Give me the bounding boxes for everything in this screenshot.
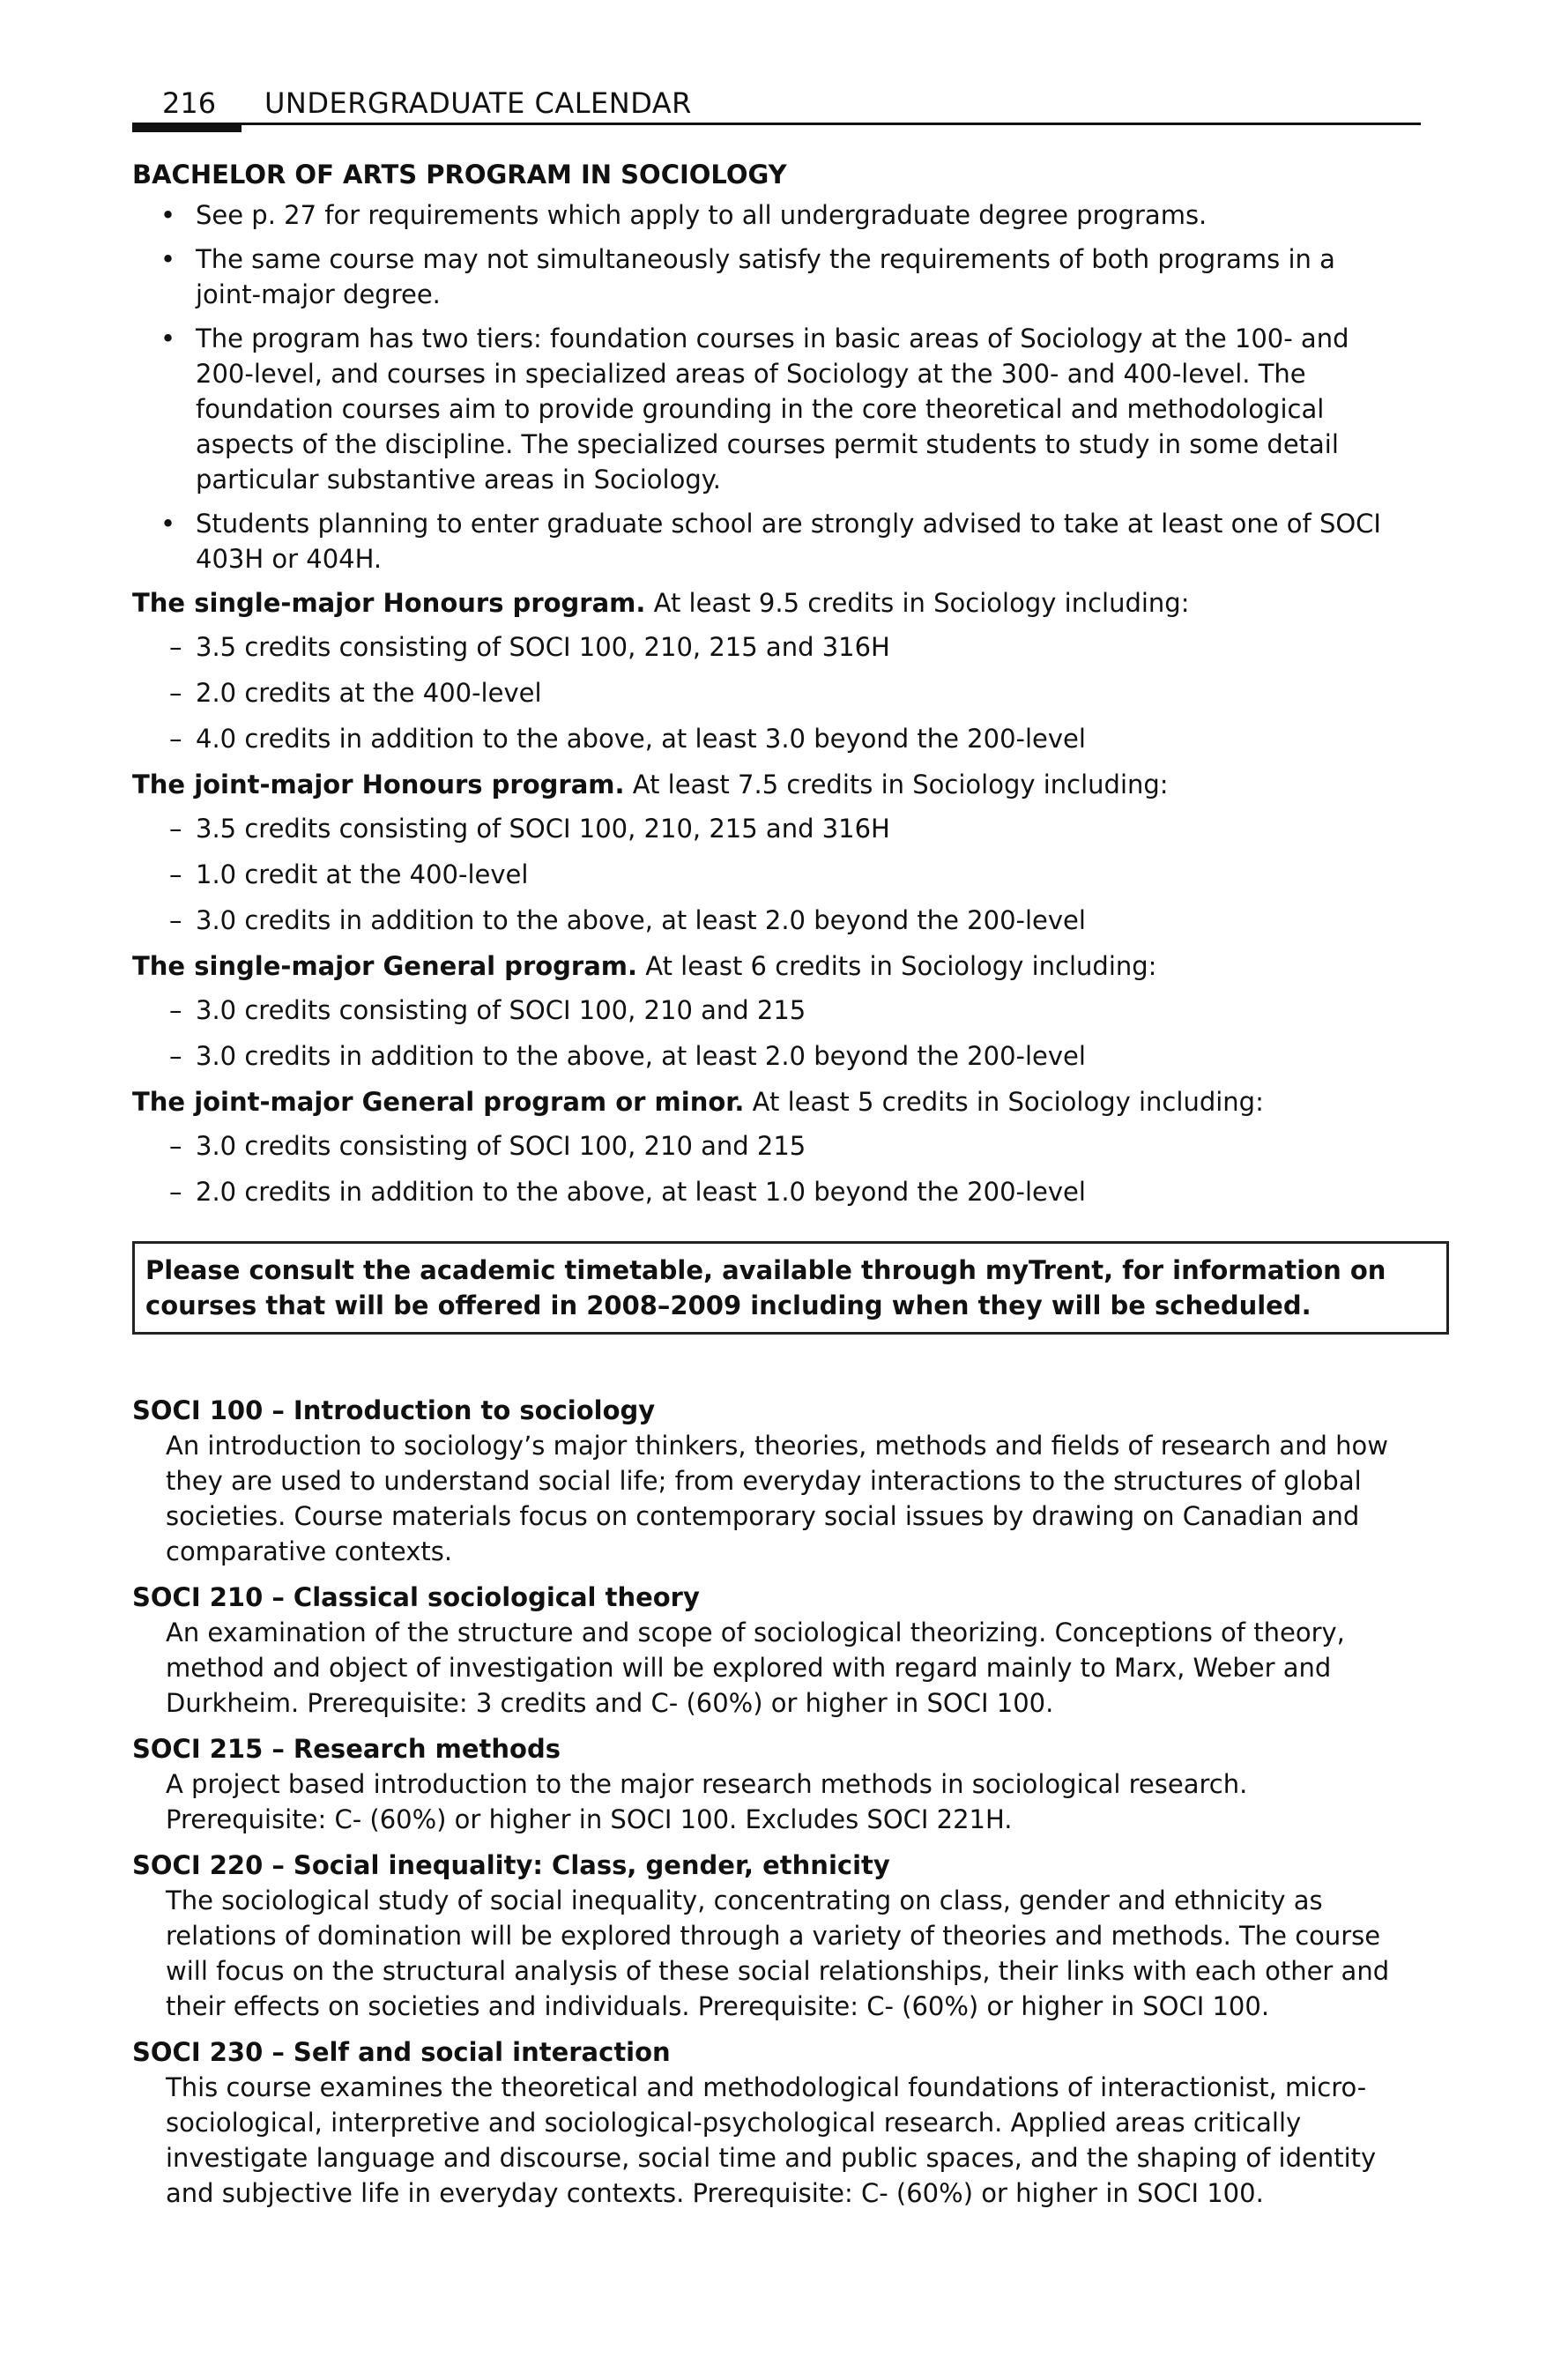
running-title: UNDERGRADUATE CALENDAR — [264, 86, 692, 120]
requirement-text: 2.0 credits in addition to the above, at least 1.0 beyond the 200-level — [196, 1177, 1086, 1207]
requirement-text: 3.5 credits consisting of SOCI 100, 210, 215 and 316H — [196, 632, 890, 662]
header-tab-marker — [132, 123, 241, 132]
requirement-item — [132, 903, 1407, 938]
bullet-marker: • — [160, 200, 176, 230]
program-intro: At least 7.5 credits in Sociology including: — [632, 770, 1169, 800]
dash-marker: – — [169, 678, 182, 708]
bullet-item — [132, 197, 1407, 233]
page-content — [132, 157, 1407, 2221]
requirement-item — [132, 1174, 1407, 1209]
program-intro: At least 6 credits in Sociology including: — [645, 951, 1157, 981]
program-name: The single-major General program. — [132, 951, 638, 981]
page-header — [132, 81, 1421, 125]
bullet-text: The program has two tiers: foundation courses in basic areas of Sociology at the 100- and 200-level, and courses in specialized areas of Sociology at the 300- and 400-level. The foundation courses aim to provide grounding in the core theoretical and methodological aspects of the discipline. The specialized courses permit students to study in some detail particular substantive areas in Sociology. — [196, 324, 1349, 495]
requirement-text: 3.0 credits consisting of SOCI 100, 210 and 215 — [196, 1131, 806, 1161]
program-joint-major-honours — [132, 767, 1407, 802]
program-name: The joint-major Honours program. — [132, 770, 625, 800]
bullet-item — [132, 506, 1407, 576]
requirement-text: 3.0 credits consisting of SOCI 100, 210 and 215 — [196, 995, 806, 1025]
course-title: SOCI 215 – Research methods — [132, 1734, 561, 1764]
bullet-marker: • — [160, 324, 176, 353]
bullet-marker: • — [160, 509, 176, 539]
course-entry-soci-220 — [132, 1848, 1407, 2024]
course-title: SOCI 100 – Introduction to sociology — [132, 1395, 656, 1425]
course-description: The sociological study of social inequality, concentrating on class, gender and ethnicity as relations of domination will be explored through a variety of theories and methods. The course will focus on the structural analysis of these social relationships, their links with each other and their effects on societies and individuals. Prerequisite: C- (60%) or higher in SOCI 100. — [166, 1885, 1390, 2021]
course-title: SOCI 220 – Social inequality: Class, gender, ethnicity — [132, 1850, 890, 1880]
page-number: 216 — [162, 86, 217, 120]
program-requirements-list — [132, 811, 1407, 938]
program-requirements-list — [132, 993, 1407, 1074]
requirements-bullet-list — [132, 197, 1407, 576]
dash-marker: – — [169, 1177, 182, 1207]
requirement-text: 4.0 credits in addition to the above, at least 3.0 beyond the 200-level — [196, 724, 1086, 754]
dash-marker: – — [169, 814, 182, 844]
dash-marker: – — [169, 632, 182, 662]
requirement-item — [132, 857, 1407, 892]
course-description: An introduction to sociology’s major thinkers, theories, methods and fields of research and how they are used to understand social life; from everyday interactions to the structures of global societies. Course materials focus on contemporary social issues by drawing on Canadian and comparative contexts. — [166, 1431, 1389, 1566]
program-name: The joint-major General program or minor. — [132, 1087, 745, 1117]
requirement-text: 1.0 credit at the 400-level — [196, 859, 529, 889]
course-entry-soci-215 — [132, 1731, 1407, 1837]
program-requirements-list — [132, 1128, 1407, 1209]
course-description: An examination of the structure and scope of sociological theorizing. Conceptions of theory, method and object of investigation will be explored with regard mainly to Marx, Weber and Durkheim. Prerequisite: 3 credits and C- (60%) or higher in SOCI 100. — [166, 1618, 1345, 1718]
course-title: SOCI 230 – Self and social interaction — [132, 2037, 671, 2067]
course-description: This course examines the theoretical and methodological foundations of interactionist, micro-sociological, interpretive and sociological-psychological research. Applied areas critically investigate language and discourse, social time and public spaces, and the shaping of identity and subjective life in everyday contexts. Prerequisite: C- (60%) or higher in SOCI 100. — [166, 2072, 1377, 2208]
bullet-marker: • — [160, 244, 176, 274]
requirement-item — [132, 993, 1407, 1028]
course-entry-soci-210 — [132, 1580, 1407, 1721]
requirement-item — [132, 1128, 1407, 1164]
course-entry-soci-100 — [132, 1393, 1407, 1569]
section-title: BACHELOR OF ARTS PROGRAM IN SOCIOLOGY — [132, 160, 787, 190]
bullet-text: The same course may not simultaneously satisfy the requirements of both programs in a joint-major degree. — [196, 244, 1335, 309]
requirement-text: 3.0 credits in addition to the above, at least 2.0 beyond the 200-level — [196, 905, 1086, 935]
dash-marker: – — [169, 995, 182, 1025]
program-name: The single-major Honours program. — [132, 588, 646, 618]
timetable-notice-box: Please consult the academic timetable, available through myTrent, for information on courses that will be offered in 2008–2009 including when they will be scheduled. — [132, 1241, 1449, 1335]
program-single-major-honours — [132, 585, 1407, 621]
dash-marker: – — [169, 724, 182, 754]
program-intro: At least 9.5 credits in Sociology including: — [653, 588, 1190, 618]
course-entry-soci-230 — [132, 2034, 1407, 2211]
bullet-text: See p. 27 for requirements which apply to all undergraduate degree programs. — [196, 200, 1207, 230]
dash-marker: – — [169, 1131, 182, 1161]
course-title: SOCI 210 – Classical sociological theory — [132, 1582, 700, 1612]
requirement-item — [132, 1038, 1407, 1074]
requirement-item — [132, 675, 1407, 710]
program-single-major-general — [132, 948, 1407, 984]
requirement-text: 3.0 credits in addition to the above, at least 2.0 beyond the 200-level — [196, 1041, 1086, 1071]
requirement-text: 3.5 credits consisting of SOCI 100, 210, 215 and 316H — [196, 814, 890, 844]
requirement-item — [132, 629, 1407, 665]
dash-marker: – — [169, 1041, 182, 1071]
program-requirements-list — [132, 629, 1407, 756]
course-list — [132, 1393, 1407, 2211]
program-joint-major-general-or-minor — [132, 1084, 1407, 1119]
bullet-item — [132, 242, 1407, 312]
program-intro: At least 5 credits in Sociology including: — [752, 1087, 1264, 1117]
dash-marker: – — [169, 859, 182, 889]
header-rule — [132, 123, 1421, 125]
dash-marker: – — [169, 905, 182, 935]
bullet-text: Students planning to enter graduate school are strongly advised to take at least one of SOCI 403H or 404H. — [196, 509, 1381, 574]
bullet-item — [132, 321, 1407, 497]
course-description: A project based introduction to the major research methods in sociological research. Prerequisite: C- (60%) or higher in SOCI 100. Excludes SOCI 221H. — [166, 1769, 1248, 1834]
requirement-text: 2.0 credits at the 400-level — [196, 678, 542, 708]
requirement-item — [132, 811, 1407, 846]
requirement-item — [132, 721, 1407, 756]
